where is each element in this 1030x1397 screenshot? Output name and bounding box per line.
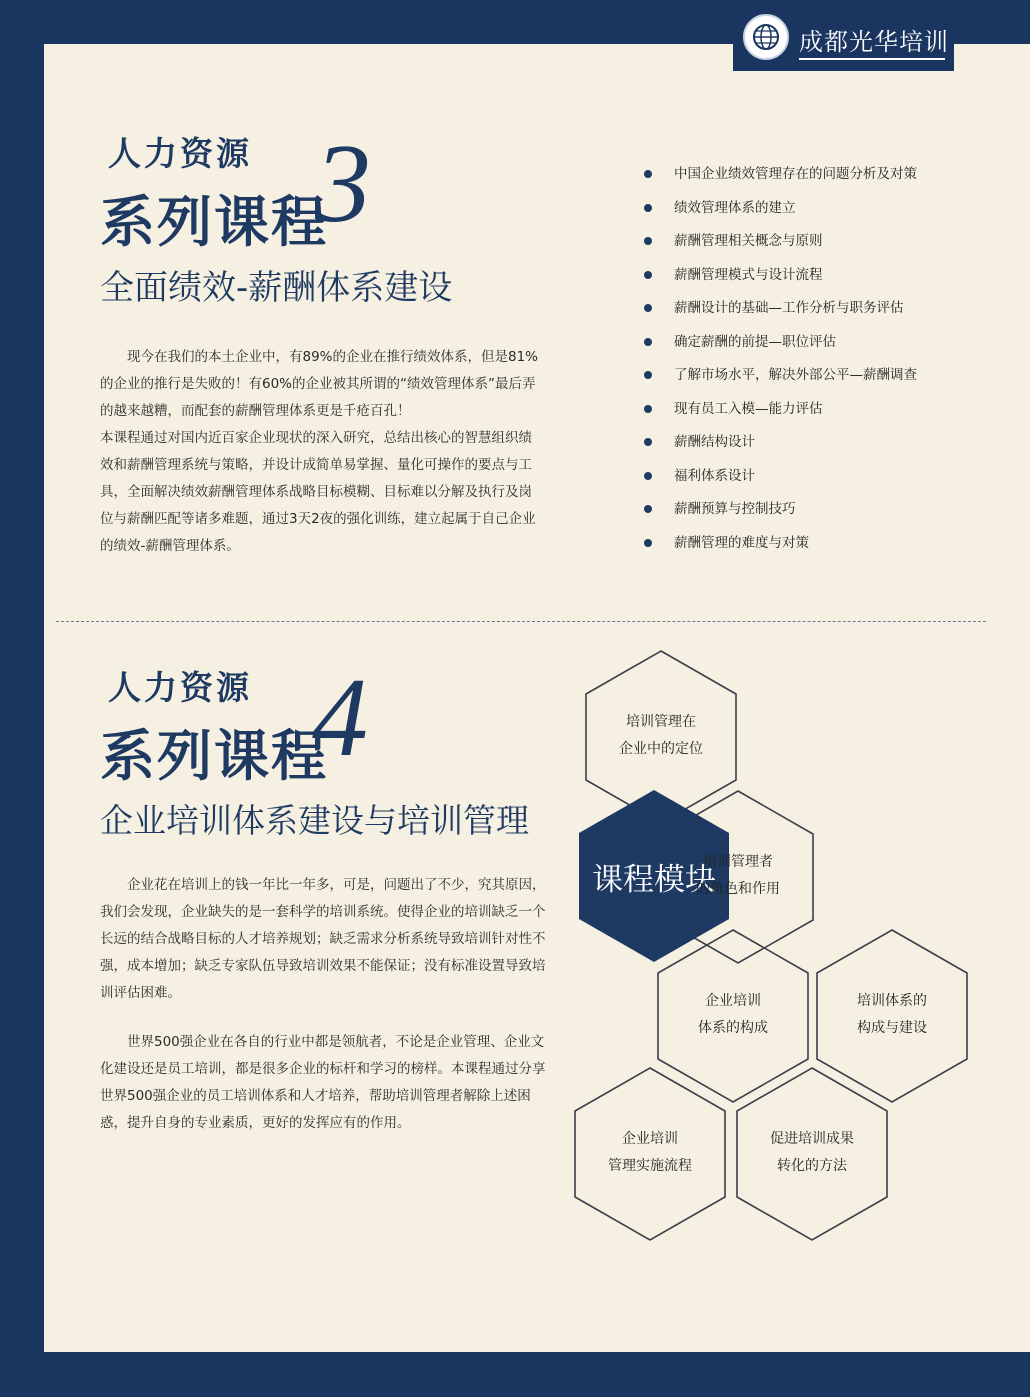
course4-number: 4: [312, 656, 368, 780]
module-label-5: 企业培训 管理实施流程: [608, 1131, 692, 1174]
course4-description: [100, 872, 548, 1137]
list-item: 薪酬管理模式与设计流程: [644, 265, 917, 299]
globe-icon: [743, 14, 789, 60]
brand-name: 成都光华培训: [799, 28, 949, 56]
module-label-1: 培训管理在 企业中的定位: [619, 714, 703, 757]
list-item: 薪酬管理相关概念与原则: [644, 231, 917, 265]
module-title: 课程模块: [592, 862, 716, 898]
list-item: 确定薪酬的前提—职位评估: [644, 332, 917, 366]
list-item: 薪酬预算与控制技巧: [644, 499, 917, 533]
course3-subtitle: 全面绩效-薪酬体系建设: [100, 268, 453, 308]
course3-number: 3: [315, 122, 371, 246]
module-label-3: 企业培训 体系的构成: [698, 993, 768, 1036]
course3-paragraph-1: 现今在我们的本土企业中，有89%的企业在推行绩效体系，但是81%的企业的推行是失败的！有60%的企业被其所谓的“绩效管理体系”最后弄的越来越糟，而配套的薪酬管理体系更是千疮百孔！: [100, 349, 539, 419]
list-item: 薪酬设计的基础—工作分析与职务评估: [644, 298, 917, 332]
list-item: 福利体系设计: [644, 466, 917, 500]
list-item: 薪酬管理的难度与对策: [644, 533, 917, 567]
course4-series: 系列课程: [100, 723, 329, 788]
course3-description: [100, 344, 540, 560]
module-label-2: 培训管理者 的角色和作用: [696, 854, 780, 897]
section-divider: [56, 621, 986, 622]
list-item: 绩效管理体系的建立: [644, 198, 917, 232]
list-item: 薪酬结构设计: [644, 432, 917, 466]
course4-paragraph-2: 世界500强企业在各自的行业中都是领航者，不论是企业管理、企业文化建设还是员工培训，都是很多企业的标杆和学习的榜样。本课程通过分享世界500强企业的员工培训体系和人才培养，帮助培训管理者解除上述困惑，提升自身的专业素质，更好的发挥应有的作用。: [100, 1034, 546, 1131]
course4-paragraph-1: 企业花在培训上的钱一年比一年多，可是，问题出了不少，究其原因，我们会发现，企业缺失的是一套科学的培训系统。使得企业的培训缺乏一个长远的结合战略目标的人才培养规划；缺乏需求分析系统导致培训针对性不强，成本增加；缺乏专家队伍导致培训效果不能保证；没有标准设置导致培训评估困难。: [100, 877, 546, 1001]
course4-subtitle: 企业培训体系建设与培训管理: [100, 801, 529, 840]
brand-underline: [799, 58, 945, 60]
course4-category: 人力资源: [108, 668, 252, 707]
list-item: 了解市场水平，解决外部公平—薪酬调查: [644, 365, 917, 399]
list-item: 现有员工入模—能力评估: [644, 399, 917, 433]
course3-bullet-list: [644, 164, 917, 566]
course3-series: 系列课程: [100, 189, 329, 254]
list-item: 中国企业绩效管理存在的问题分析及对策: [644, 164, 917, 198]
brand-header: [733, 0, 954, 71]
course3-paragraph-2: 本课程通过对国内近百家企业现状的深入研究，总结出核心的智慧组织绩效和薪酬管理系统与策略，并设计成简单易掌握、量化可操作的要点与工具，全面解决绩效薪酬管理体系战略目标模糊、目标难以分解及执行及岗位与薪酬匹配等诸多难题，通过3天2夜的强化训练，建立起属于自己企业的绩效-薪酬管理体系。: [100, 430, 536, 554]
module-label-6: 促进培训成果 转化的方法: [770, 1131, 854, 1174]
module-label-4: 培训体系的 构成与建设: [857, 993, 927, 1036]
course3-category: 人力资源: [108, 134, 252, 173]
